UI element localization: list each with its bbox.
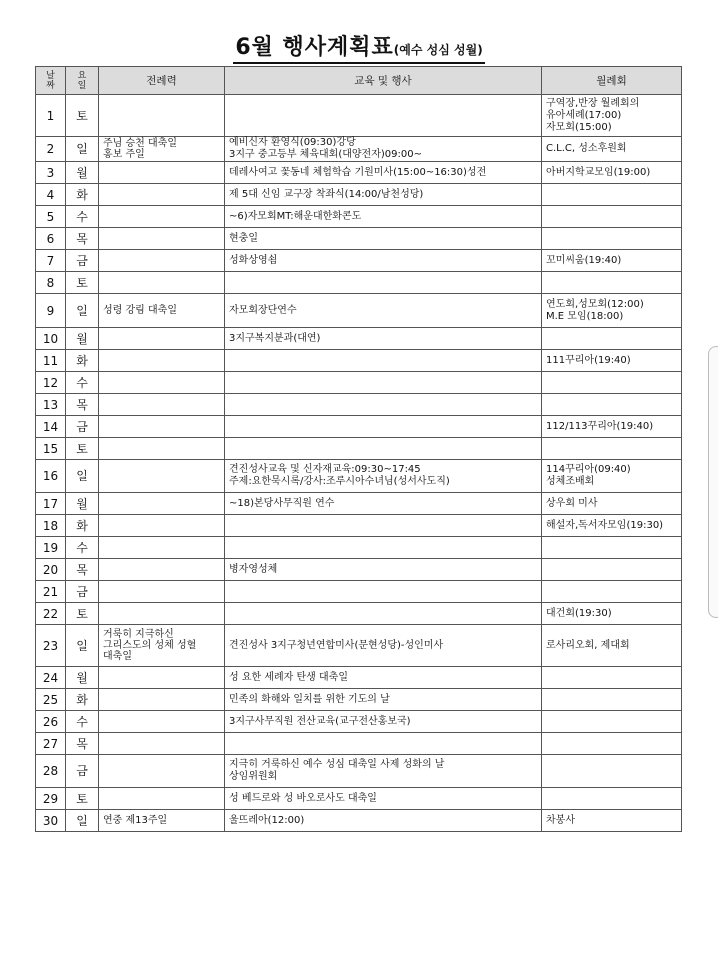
- meetings-cell: 차봉사: [542, 810, 682, 832]
- day-cell: 26: [36, 711, 66, 733]
- weekday-cell: 월: [66, 493, 99, 515]
- education-cell: [225, 515, 542, 537]
- liturgy-cell: [99, 228, 225, 250]
- table-row: [36, 515, 682, 537]
- day-cell: 11: [36, 350, 66, 372]
- education-cell: 성 베드로와 성 바오로사도 대축일: [225, 788, 542, 810]
- day-cell: 19: [36, 537, 66, 559]
- education-cell: [225, 350, 542, 372]
- meetings-cell: 114꾸리아(09:40) 성체조배회: [542, 460, 682, 493]
- liturgy-cell: [99, 460, 225, 493]
- day-cell: 18: [36, 515, 66, 537]
- education-cell: [225, 581, 542, 603]
- liturgy-cell: [99, 438, 225, 460]
- meetings-cell: [542, 755, 682, 788]
- liturgy-cell: [99, 250, 225, 272]
- day-cell: 27: [36, 733, 66, 755]
- day-cell: 12: [36, 372, 66, 394]
- table-row: [36, 810, 682, 832]
- day-cell: 24: [36, 667, 66, 689]
- meetings-cell: C.L.C, 성소후원회: [542, 137, 682, 162]
- table-row: [36, 603, 682, 625]
- day-cell: 21: [36, 581, 66, 603]
- weekday-cell: 일: [66, 460, 99, 493]
- liturgy-cell: [99, 416, 225, 438]
- meetings-cell: [542, 438, 682, 460]
- weekday-cell: 수: [66, 206, 99, 228]
- table-row: [36, 294, 682, 328]
- weekday-cell: 금: [66, 250, 99, 272]
- meetings-cell: [542, 394, 682, 416]
- day-cell: 9: [36, 294, 66, 328]
- day-cell: 17: [36, 493, 66, 515]
- day-cell: 13: [36, 394, 66, 416]
- liturgy-cell: [99, 184, 225, 206]
- day-cell: 1: [36, 95, 66, 137]
- weekday-cell: 토: [66, 788, 99, 810]
- liturgy-cell: [99, 272, 225, 294]
- title-subtitle: (예수 성심 성월): [393, 43, 483, 57]
- header-education: 교육 및 행사: [225, 67, 542, 95]
- table-header-row: [36, 67, 682, 95]
- liturgy-cell: [99, 328, 225, 350]
- liturgy-cell: 주님 승천 대축일 홍보 주일: [99, 137, 225, 162]
- header-day: 날 짜: [36, 67, 66, 95]
- education-cell: 견진성사 3지구청년연합미사(문현성당)-성인미사: [225, 625, 542, 667]
- meetings-cell: [542, 559, 682, 581]
- weekday-cell: 목: [66, 733, 99, 755]
- day-cell: 5: [36, 206, 66, 228]
- weekday-cell: 토: [66, 438, 99, 460]
- education-cell: 제 5대 신임 교구장 착좌식(14:00/남천성당): [225, 184, 542, 206]
- liturgy-cell: 연중 제13주일: [99, 810, 225, 832]
- liturgy-cell: [99, 559, 225, 581]
- day-cell: 23: [36, 625, 66, 667]
- liturgy-cell: [99, 372, 225, 394]
- liturgy-cell: [99, 711, 225, 733]
- meetings-cell: [542, 206, 682, 228]
- meetings-cell: [542, 689, 682, 711]
- day-cell: 30: [36, 810, 66, 832]
- weekday-cell: 토: [66, 272, 99, 294]
- meetings-cell: 해설자,독서자모임(19:30): [542, 515, 682, 537]
- education-cell: 예비신자 환영식(09:30)강당 3지구 중고등부 체육대회(대양전자)09:00~: [225, 137, 542, 162]
- day-cell: 2: [36, 137, 66, 162]
- meetings-cell: [542, 272, 682, 294]
- meetings-cell: [542, 372, 682, 394]
- event-schedule-table: [35, 66, 682, 832]
- table-row: [36, 625, 682, 667]
- education-cell: 견진성사교육 및 신자재교육:09:30~17:45 주제:요한묵시록/강사:조루시아수녀님(성서사도직): [225, 460, 542, 493]
- table-row: [36, 272, 682, 294]
- weekday-cell: 일: [66, 625, 99, 667]
- education-cell: [225, 394, 542, 416]
- liturgy-cell: [99, 350, 225, 372]
- table-row: [36, 394, 682, 416]
- meetings-cell: [542, 184, 682, 206]
- day-cell: 7: [36, 250, 66, 272]
- education-cell: 지극히 거룩하신 예수 성심 대축일 사제 성화의 날 상임위원회: [225, 755, 542, 788]
- table-row: [36, 689, 682, 711]
- meetings-cell: 아버지학교모임(19:00): [542, 162, 682, 184]
- table-row: [36, 581, 682, 603]
- weekday-cell: 월: [66, 328, 99, 350]
- table-body: [36, 95, 682, 832]
- table-row: [36, 733, 682, 755]
- day-cell: 14: [36, 416, 66, 438]
- table-row: [36, 537, 682, 559]
- day-cell: 20: [36, 559, 66, 581]
- weekday-cell: 일: [66, 810, 99, 832]
- day-cell: 3: [36, 162, 66, 184]
- liturgy-cell: [99, 95, 225, 137]
- table-row: [36, 228, 682, 250]
- education-cell: [225, 438, 542, 460]
- table-row: [36, 184, 682, 206]
- weekday-cell: 화: [66, 350, 99, 372]
- meetings-cell: 상우회 미사: [542, 493, 682, 515]
- meetings-cell: [542, 228, 682, 250]
- liturgy-cell: [99, 493, 225, 515]
- weekday-cell: 금: [66, 416, 99, 438]
- table-row: [36, 788, 682, 810]
- liturgy-cell: [99, 162, 225, 184]
- table-row: [36, 711, 682, 733]
- liturgy-cell: [99, 603, 225, 625]
- day-cell: 29: [36, 788, 66, 810]
- liturgy-cell: [99, 755, 225, 788]
- table-row: [36, 95, 682, 137]
- weekday-cell: 월: [66, 162, 99, 184]
- meetings-cell: [542, 733, 682, 755]
- meetings-cell: 꼬미씨움(19:40): [542, 250, 682, 272]
- meetings-cell: [542, 537, 682, 559]
- liturgy-cell: [99, 394, 225, 416]
- education-cell: [225, 272, 542, 294]
- education-cell: [225, 416, 542, 438]
- header-meetings: 월례회: [542, 67, 682, 95]
- weekday-cell: 목: [66, 228, 99, 250]
- table-row: [36, 667, 682, 689]
- meetings-cell: 111꾸리아(19:40): [542, 350, 682, 372]
- day-cell: 8: [36, 272, 66, 294]
- weekday-cell: 토: [66, 95, 99, 137]
- table-row: [36, 206, 682, 228]
- education-cell: 자모회장단연수: [225, 294, 542, 328]
- day-cell: 4: [36, 184, 66, 206]
- meetings-cell: [542, 667, 682, 689]
- day-cell: 25: [36, 689, 66, 711]
- day-cell: 22: [36, 603, 66, 625]
- liturgy-cell: [99, 206, 225, 228]
- education-cell: 민족의 화해와 일치를 위한 기도의 날: [225, 689, 542, 711]
- liturgy-cell: 성령 강림 대축일: [99, 294, 225, 328]
- weekday-cell: 화: [66, 184, 99, 206]
- meetings-cell: 로사리오회, 제대회: [542, 625, 682, 667]
- education-cell: 성화상영쇰: [225, 250, 542, 272]
- education-cell: 현충일: [225, 228, 542, 250]
- education-cell: [225, 372, 542, 394]
- table-row: [36, 438, 682, 460]
- weekday-cell: 목: [66, 394, 99, 416]
- weekday-cell: 금: [66, 755, 99, 788]
- weekday-cell: 수: [66, 537, 99, 559]
- education-cell: [225, 95, 542, 137]
- weekday-cell: 목: [66, 559, 99, 581]
- education-cell: 3지구사무직원 전산교육(교구전산홍보국): [225, 711, 542, 733]
- title-main: 6월 행사계획표: [235, 35, 394, 60]
- education-cell: 성 요한 세례자 탄생 대축일: [225, 667, 542, 689]
- weekday-cell: 토: [66, 603, 99, 625]
- meetings-cell: 연도회,성모회(12:00) M.E 모임(18:00): [542, 294, 682, 328]
- liturgy-cell: [99, 581, 225, 603]
- education-cell: 울뜨레아(12:00): [225, 810, 542, 832]
- table-row: [36, 162, 682, 184]
- liturgy-cell: [99, 667, 225, 689]
- table-row: [36, 372, 682, 394]
- meetings-cell: [542, 788, 682, 810]
- weekday-cell: 수: [66, 372, 99, 394]
- meetings-cell: 구역장,반장 월례회의 유아세례(17:00) 자모회(15:00): [542, 95, 682, 137]
- table-row: [36, 460, 682, 493]
- education-cell: [225, 537, 542, 559]
- liturgy-cell: [99, 537, 225, 559]
- liturgy-cell: [99, 788, 225, 810]
- day-cell: 6: [36, 228, 66, 250]
- table-row: [36, 250, 682, 272]
- day-cell: 28: [36, 755, 66, 788]
- weekday-cell: 화: [66, 689, 99, 711]
- day-cell: 16: [36, 460, 66, 493]
- weekday-cell: 화: [66, 515, 99, 537]
- meetings-cell: [542, 581, 682, 603]
- table-row: [36, 493, 682, 515]
- meetings-cell: 112/113꾸리아(19:40): [542, 416, 682, 438]
- liturgy-cell: [99, 515, 225, 537]
- liturgy-cell: [99, 689, 225, 711]
- education-cell: [225, 603, 542, 625]
- meetings-cell: [542, 328, 682, 350]
- education-cell: [225, 733, 542, 755]
- table-row: [36, 416, 682, 438]
- meetings-cell: 대건회(19:30): [542, 603, 682, 625]
- education-cell: ~18)본당사무직원 연수: [225, 493, 542, 515]
- weekday-cell: 월: [66, 667, 99, 689]
- weekday-cell: 수: [66, 711, 99, 733]
- table-row: [36, 559, 682, 581]
- table-row: [36, 328, 682, 350]
- day-cell: 10: [36, 328, 66, 350]
- education-cell: 데레사여고 꽃동네 체험학습 기원미사(15:00~16:30)성전: [225, 162, 542, 184]
- weekday-cell: 일: [66, 294, 99, 328]
- liturgy-cell: [99, 733, 225, 755]
- header-weekday: 요 일: [66, 67, 99, 95]
- page-title: [233, 30, 484, 64]
- weekday-cell: 금: [66, 581, 99, 603]
- education-cell: ~6)자모회MT:해운대한화콘도: [225, 206, 542, 228]
- title-wrap: [0, 30, 718, 64]
- table-row: [36, 350, 682, 372]
- side-scroll-handle[interactable]: [708, 346, 718, 618]
- day-cell: 15: [36, 438, 66, 460]
- weekday-cell: 일: [66, 137, 99, 162]
- education-cell: 3지구복지분과(대연): [225, 328, 542, 350]
- table-row: [36, 137, 682, 162]
- table-row: [36, 755, 682, 788]
- meetings-cell: [542, 711, 682, 733]
- header-liturgy: 전례력: [99, 67, 225, 95]
- liturgy-cell: 거룩히 지극하신 그리스도의 성체 성혈 대축일: [99, 625, 225, 667]
- education-cell: 병자영성체: [225, 559, 542, 581]
